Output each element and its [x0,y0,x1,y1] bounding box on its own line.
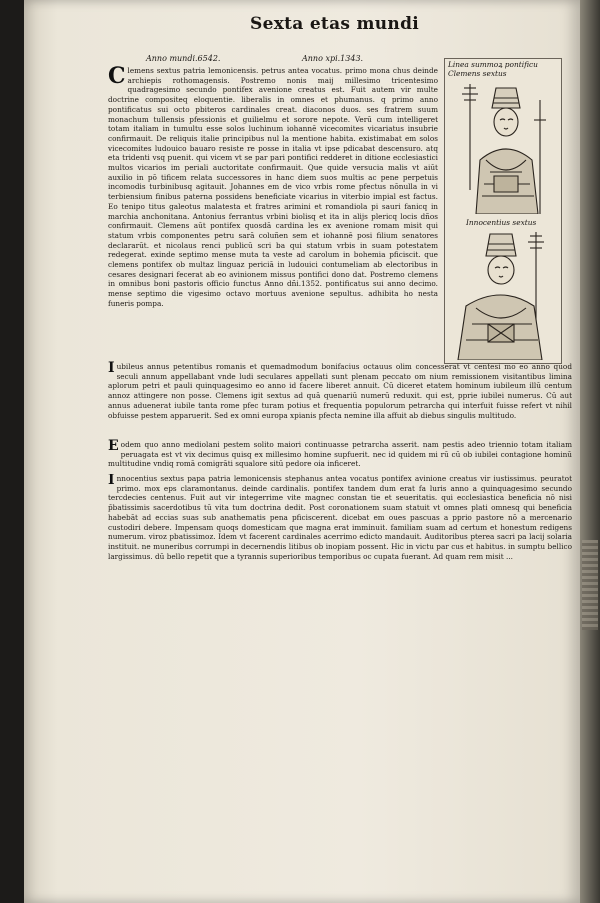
facing-page-woodcut-fragment [582,540,598,630]
paragraph-plague [108,440,572,469]
woodcut-portrait-clement [446,80,558,214]
woodcut-portrait-innocent [446,228,558,360]
pope-caption-clement: Clemens sextus [448,69,507,78]
text-clement: lemens sextus patria lemonicensis. petrus antea vocatus. primo mona chus deinde archiepis rothomagensis. Postremo nonis maij millesimo tricentesimo quadragesimo secundo pontifex avenione creatus est. Fuit autem vir multe doctrine compositeq eloquentie. liberalis in omnes et phumanus. q primo anno pontificatus sui octo pbiteros cardinales creat. diaconos duos. ses fratrem suum monachum tullensis pfessionis et guilielmu et sorore nepote. Verū cum intelligeret totam italiam in tumultu esse solos luchinum iohannē vicecomites vicariatus insubrie confirmauit. De reliquis italie principibus nul la mentione habita. existimabat em solos vicecomites ludouico bauaro resiste re posse in italia vt ipse pdicabat descensuro. atq eta tridenti vsq puenit. qui vicem vt se par pari pontifici redderet in ditione ecclesiastici multos vicarios im periali auctoritate confirmauit. Que quide versucia malis vt aiūt auxilio in pō tificem relata successores in hanc diem suos multis ac pene perpetuis incomodis turbinibusq agitauit. Johannes em de vico vrbis rome pfectus nōnulla in vi terbiensium finibus paterna possidens beneficiate vicarius in viterbio impial est factus. Eo tenipo titus galeotus malatesta et fratres arimini et romandiola pi sauri fanicq in marchia anchonitana. Antonius ferrantus vrbini biolisq et ita in alijs plericq locis dños confirmauit. Clemens aūt pontifex quosdā cardina les ex avenione romam misit qui statum vrbis componentes petru sarā coluñen sem et iohannē posi filium senatores declararūt. et nicolaus renci publicū scri ba qui statum vrbis in suam potestatem redegerat. exinde septimo mense muta ta veste ad carolum in bohemia pficiscit. que clemens pontifex ob multaz linguaz periciā in ludouici contumeliam ab electoribus in cesares designari fecerat ab eo avinionem missus pontifici dono dat. Postremo clemens in omnibus boni pastoris officio functus Anno dñi.1352. pontificatus sui anno decimo. mense septimo die vigesimo octavo mortuus avenione sepultus. adhibita ho nesta funeris pompa. [108,66,438,308]
text-plague: odem quo anno mediolani pestem solito maiori continuasse petrarcha asserit. nam pestis adeo triennio totam italiam peruagata est vt vix decimus quisq ex millesimo homine supfuerit. nec id quidem mi rū cū ob iubilei contagione hominū multitudine vndiq romā comigrāti squalore sitū pedore oia inficeret. [108,440,572,469]
paragraph-jubilee [108,362,572,420]
pope-caption-innocent: Innocentius sextus [466,218,537,227]
anno-christi: Anno xpi.1343. [302,54,364,63]
caption-block [448,60,558,78]
anno-mundi: Anno mundi.6542. [146,54,221,63]
initial-i: I [108,360,115,376]
lineage-caption: Linea summoꝝ pontificu [448,60,538,69]
initial-i2: I [108,474,115,488]
facing-page-edge [580,0,600,903]
paragraph-innocent [108,474,572,714]
initial-e: E [108,438,119,454]
running-header: Sexta etas mundi [250,14,420,34]
text-jubilee: ubileus annus petentibus romanis et quemadmodum bonifacius octauus olim concesserat vt centesi mo eo anno quod seculi annum appellabant vnde ludi seculares appellati sunt plenam peccato om nium remissionem visitantibus limina aplorum petri et pauli quinquagesimo eo anno id facere liberet annuit. Cū diceret etatem hominum iubileum illū centum annoz attingere non posse. Clemens igit sextus ad quā quenariū numerū reduxit. qui est, pprie iubilei numerus. Cū aut annus aduenerat iubile tanta rome pfec turam potius et frequentia populorum petrarcha qui interfuit fuisse refert vt nihil obfuisse pestem apparuerit. Sed ex omni europa xpianis pfecta nemine illa affuit ab diebus singulis multitudo. [108,362,572,420]
text-innocent: nnocentius sextus papa patria lemonicensis stephanus antea vocatus pontifex avinione creatus vir iustissimus. peuratot primo. mox eps claramontanus. deinde cardinalis. pontifex tandem dum erat fa luris anno a quinquagesimo secundo tercdecies centenus. Fuit aut vir integerrime vite magnec constan tie et seueritatis. qui ecclesiastica beneficia nō nisi p̄batissimis sacerdotibus tū vita tum doctrina dedit. Post coronationem suam statuit vt omnes plati omnesq qui beneficia habebāt ad eccias suas sub anathematis pena pficiscerent. dicebat em oues pascuas a pprio pastore nō a mercenario custodiri debere. Impensam quoqs domesticam que magna erat imminuit. familiam suam ad certum et honestum redigens numerum. viroz pbatissimoz. Idem vt facerent cardinales acerrimo edicto mandauit. Auditoribus pterea sacri pa lacij solaria instituit. ne muneribus corrumpi in decernendis litibus ob inopiam possent. Hic in victu par cus et habitus. in sumptu bellico largissimus. dū bello repetit que a tyrannis superioribus temporibus oc cupata fuerant. Ad quam rem misit ... [108,474,572,561]
initial-c: C [108,63,126,89]
paragraph-clement [108,63,438,309]
